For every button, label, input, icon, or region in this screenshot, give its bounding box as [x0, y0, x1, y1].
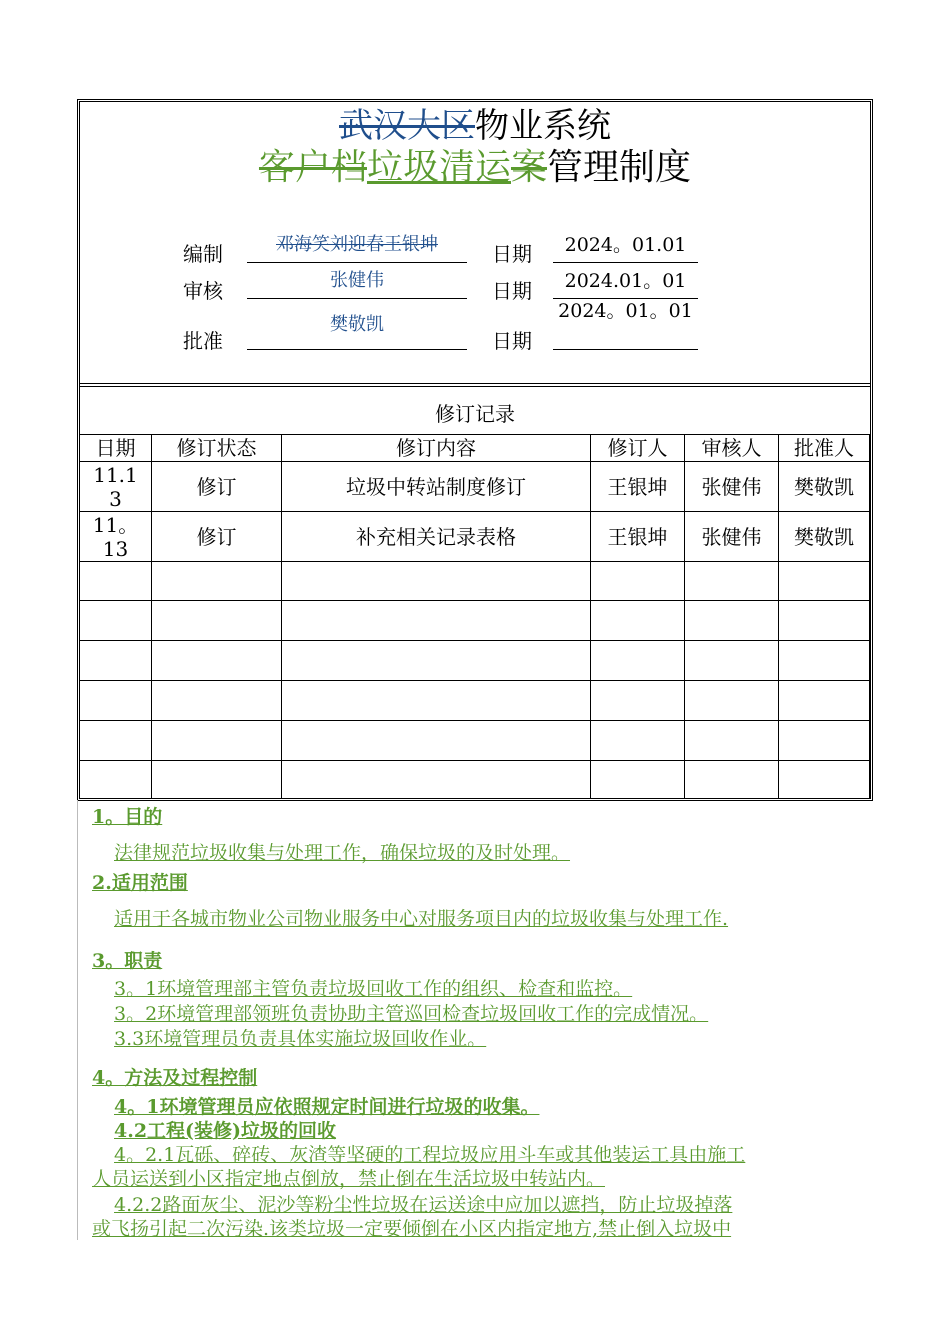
section-3-2: 3。2环境管理部领班负责协助主管巡回检查垃圾回收工作的完成情况。: [114, 1003, 709, 1025]
title-rest: 管理制度: [547, 147, 692, 188]
date-value-3: 2024。01。01: [553, 298, 698, 350]
document-title-line2: [0, 146, 950, 190]
empty-row: [80, 761, 870, 799]
section-4-2-1a: 4。2.1瓦砾、碎砖、灰渣等坚硬的工程垃圾应用斗车或其他装运工具由施工: [114, 1144, 746, 1166]
title-struck-region: 武汉大区: [339, 106, 475, 146]
reviewer-value: 张健伟: [247, 268, 467, 299]
empty-row: [80, 641, 870, 681]
cell-date: 11.13: [80, 462, 152, 512]
cell-reviser: 王银坤: [591, 512, 685, 562]
cell-reviewer: 张健伟: [685, 462, 779, 512]
section-1-text: 法律规范垃圾收集与处理工作，确保垃圾的及时处理。: [114, 842, 571, 864]
header-cell: 批准人: [779, 435, 870, 462]
section-4-1: 4。1环境管理员应依照规定时间进行垃圾的收集。: [114, 1096, 540, 1118]
section-2-text: 适用于各城市物业公司物业服务中心对服务项目内的垃圾收集与处理工作.: [114, 908, 729, 930]
table-row: [80, 462, 870, 512]
date-label-1: 日期: [492, 242, 532, 266]
cell-content: 补充相关记录表格: [282, 512, 591, 562]
section-4-2-2b: 或飞扬引起二次污染.该类垃圾一定要倾倒在小区内指定地方,禁止倒入垃圾中: [92, 1218, 732, 1240]
title-struck-a: 客户档: [258, 147, 367, 188]
empty-row: [80, 721, 870, 761]
date-label-2: 日期: [492, 279, 532, 303]
margin-line: [77, 800, 78, 1240]
empty-row: [80, 601, 870, 641]
header-cell: 修订内容: [282, 435, 591, 462]
document-title-line1: [0, 106, 950, 146]
title-inserted: 垃圾清运: [366, 147, 511, 188]
section-4-2: 4.2工程(装修)垃圾的回收: [114, 1120, 337, 1142]
empty-row: [80, 562, 870, 601]
section-4-title: 4。方法及过程控制: [92, 1067, 258, 1089]
revision-table: [79, 434, 870, 799]
cell-reviewer: 张健伟: [685, 512, 779, 562]
section-4-2-2a: 4.2.2路面灰尘、泥沙等粉尘性垃圾在运送途中应加以遮挡，防止垃圾掉落: [114, 1194, 733, 1216]
cell-status: 修订: [152, 462, 282, 512]
header-cell: 修订状态: [152, 435, 282, 462]
empty-row: [80, 681, 870, 721]
cell-content: 垃圾中转站制度修订: [282, 462, 591, 512]
title-struck-b: 案: [511, 147, 548, 188]
cell-status: 修订: [152, 512, 282, 562]
header-cell: 修订人: [591, 435, 685, 462]
date-value-1: 2024。01.01: [553, 232, 698, 263]
table-header-row: [80, 435, 870, 462]
reviewer-label: 审核: [183, 279, 223, 303]
section-3-3: 3.3环境管理员负责具体实施垃圾回收作业。: [114, 1028, 487, 1050]
divider: [80, 383, 870, 384]
editor-label: 编制: [183, 242, 223, 266]
section-1-title: 1。目的: [92, 806, 163, 828]
date-value-2: 2024.01。01: [553, 268, 698, 299]
section-3-1: 3。1环境管理部主管负责垃圾回收工作的组织、检查和监控。: [114, 978, 633, 1000]
approver-value: 樊敬凯: [247, 312, 467, 350]
cell-reviser: 王银坤: [591, 462, 685, 512]
header-cell: 审核人: [685, 435, 779, 462]
approver-label: 批准: [183, 329, 223, 353]
cell-approver: 樊敬凯: [779, 462, 870, 512]
header-cell: 日期: [80, 435, 152, 462]
section-2-title: 2.适用范围: [92, 872, 188, 894]
title-system: 物业系统: [475, 106, 611, 146]
date-label-3: 日期: [492, 329, 532, 353]
section-3-title: 3。职责: [92, 950, 163, 972]
revision-record-title: 修订记录: [435, 402, 515, 426]
section-4-2-1b: 人员运送到小区指定地点倒放，禁止倒在生活垃圾中转站内。: [92, 1168, 606, 1190]
editor-value: 邓海笑刘迎春王银坤: [247, 232, 467, 263]
divider: [80, 386, 870, 387]
table-row: [80, 512, 870, 562]
cell-approver: 樊敬凯: [779, 512, 870, 562]
cell-date: 11。13: [80, 512, 152, 562]
